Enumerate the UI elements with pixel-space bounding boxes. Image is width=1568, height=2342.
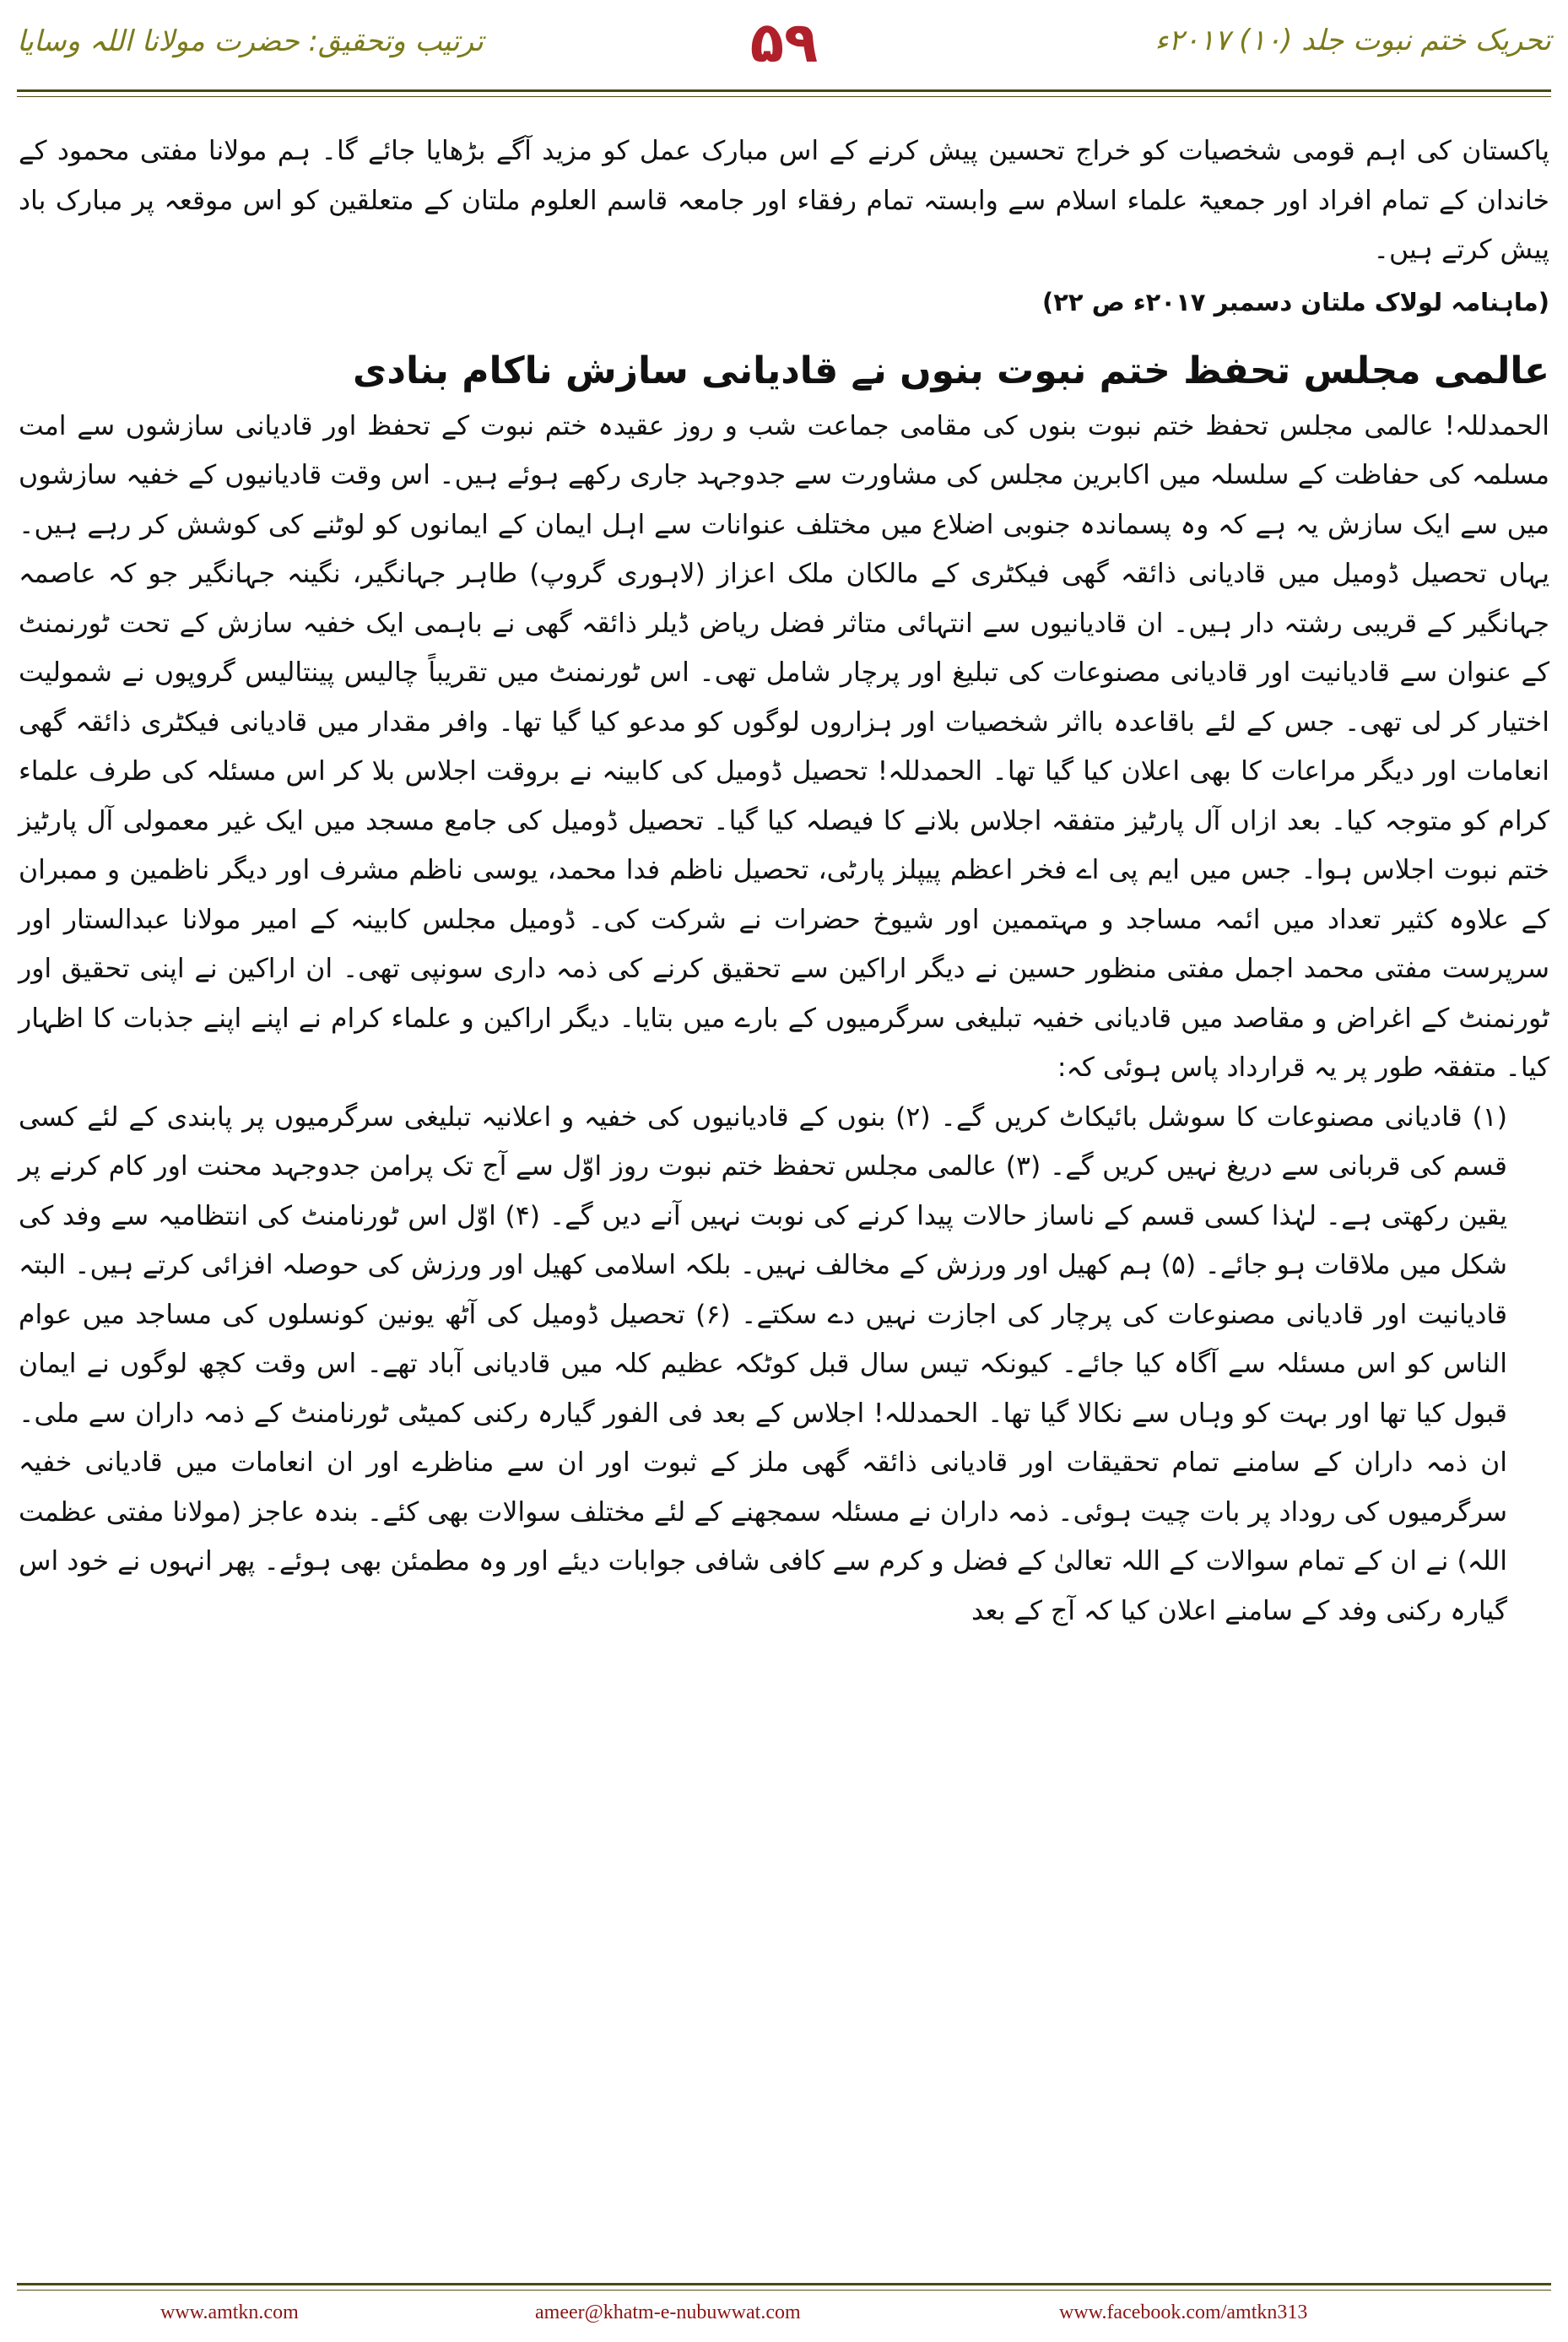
article-body <box>19 127 1549 1636</box>
resolutions-paragraph: (۱) قادیانی مصنوعات کا سوشل بائیکاٹ کریں گے۔ (۲) بنوں کے قادیانیوں کی خفیہ و اعلانیہ تبلیغی سرگرمیوں پر پابندی کے لئے کسی قسم کی قربانی سے دریغ نہیں کریں گے۔ (۳) عالمی مجلس تحفظ ختم نبوت روز اوّل سے آج تک پرامن جدوجہد محنت اور کام کرنے پر یقین رکھتی ہے۔ لہٰذا کسی قسم کے ناساز حالات پیدا کرنے کی نوبت نہیں آنے دیں گے۔ (۴) اوّل اس ٹورنامنٹ کی انتظامیہ سے وفد کی شکل میں ملاقات ہو جائے۔ (۵) ہم کھیل اور ورزش کے مخالف نہیں۔ بلکہ اسلامی کھیل اور ورزش کی حوصلہ افزائی کرتے ہیں۔ البتہ قادیانیت اور قادیانی مصنوعات کی پرچار کی اجازت نہیں دے سکتے۔ (۶) تحصیل ڈومیل کی آٹھ یونین کونسلوں کی مساجد میں عوام الناس کو اس مسئلہ سے آگاہ کیا جائے۔ کیونکہ تیس سال قبل کوٹکہ عظیم کلہ میں قادیانی آباد تھے۔ اس وقت کچھ لوگوں نے ایمان قبول کیا تھا اور بہت کو وہاں سے نکالا گیا تھا۔ الحمدللہ! اجلاس کے بعد فی الفور گیارہ رکنی کمیٹی ٹورنامنٹ کے ذمہ داران سے ملی۔ ان ذمہ داران کے سامنے تمام تحقیقات اور قادیانی ذائقہ گھی ملز کے ثبوت اور ان سے مناظرے اور ان انعامات میں قادیانی خفیہ سرگرمیوں کی روداد پر بات چیت ہوئی۔ ذمہ داران نے مسئلہ سمجھنے کے لئے مختلف سوالات بھی کئے۔ بندہ عاجز (مولانا مفتی عظمت اللہ) نے ان کے تمام سوالات کے اللہ تعالیٰ کے فضل و کرم سے کافی شافی جوابات دیئے اور وہ مطمئن بھی ہوئے۔ پھر انہوں نے خود اس گیارہ رکنی وفد کے سامنے اعلان کیا کہ آج کے بعد <box>19 1101 1507 1626</box>
page-footer <box>0 2283 1568 2342</box>
header-compiler-credit: ترتیب وتحقیق: حضرت مولانا اللہ وسایا <box>17 24 484 58</box>
page-header <box>0 0 1568 110</box>
header-divider-thin <box>17 96 1551 97</box>
website-link[interactable]: www.amtkn.com <box>160 2301 299 2323</box>
footer-divider <box>17 2283 1551 2285</box>
article-heading: عالمی مجلس تحفظ ختم نبوت بنوں نے قادیانی سازش ناکام بنادی <box>353 349 1549 392</box>
email-link[interactable]: ameer@khatm-e-nubuwwat.com <box>535 2301 801 2323</box>
footer-divider-thin <box>17 2290 1551 2291</box>
source-citation: (ماہنامہ لولاک ملتان دسمبر ۲۰۱۷ء ص ۲۲) <box>1041 287 1549 316</box>
header-divider <box>17 89 1551 92</box>
intro-paragraph: پاکستان کی اہم قومی شخصیات کو خراج تحسین پیش کرنے کے اس مبارک عمل کو مزید آگے بڑھایا جائے گا۔ ہم مولانا مفتی محمود کے خاندان کے تمام افراد اور جمعیۃ علماء اسلام سے وابستہ تمام رفقاء اور جامعہ قاسم العلوم ملتان کے متعلقین کو اس موقعہ پر مبارک باد پیش کرتے ہیں۔ <box>19 136 1549 265</box>
facebook-link[interactable]: www.facebook.com/amtkn313 <box>1059 2301 1308 2323</box>
page-number: ۵۹ <box>749 10 819 75</box>
header-book-title: تحریک ختم نبوت جلد (۱۰) ۲۰۱۷ء <box>1154 24 1551 57</box>
body-paragraph: الحمدللہ! عالمی مجلس تحفظ ختم نبوت بنوں کی مقامی جماعت شب و روز عقیدہ ختم نبوت کے تحفظ اور قادیانی سازشوں سے امت مسلمہ کی حفاظت کے سلسلہ میں اکابرین مجلس کی مشاورت سے جدوجہد جاری رکھے ہوئے ہیں۔ اس وقت قادیانیوں کے خفیہ سازشوں میں سے ایک سازش یہ ہے کہ وہ پسماندہ جنوبی اضلاع میں مختلف عنوانات سے اہل ایمان کے ایمانوں کو لوٹنے کی کوشش کر رہے ہیں۔ یہاں تحصیل ڈومیل میں قادیانی ذائقہ گھی فیکٹری کے مالکان ملک اعزاز (لاہوری گروپ) طاہر جہانگیر، نگینہ جہانگیر جو کہ عاصمہ جہانگیر کے قریبی رشتہ دار ہیں۔ ان قادیانیوں سے انتہائی متاثر فضل ریاض ڈیلر ذائقہ گھی نے باہمی ایک خفیہ سازش کے تحت ٹورنمنٹ کے عنوان سے قادیانیت اور قادیانی مصنوعات کی تبلیغ اور پرچار شامل تھی۔ اس ٹورنمنٹ میں تقریباً چالیس پینتالیس گروپوں نے شمولیت اختیار کر لی تھی۔ جس کے لئے باقاعدہ بااثر شخصیات اور ہزاروں لوگوں کو مدعو کیا گیا تھا۔ وافر مقدار میں قادیانی فیکٹری ذائقہ گھی انعامات اور دیگر مراعات کا بھی اعلان کیا گیا تھا۔ الحمدللہ! تحصیل ڈومیل کی کابینہ نے بروقت اجلاس بلا کر اس مسئلہ کی طرف علماء کرام کو متوجہ کیا۔ بعد ازاں آل پارٹیز متفقہ اجلاس بلانے کا فیصلہ کیا گیا۔ تحصیل ڈومیل کی جامع مسجد میں ایک غیر معمولی آل پارٹیز ختم نبوت اجلاس ہوا۔ جس میں ایم پی اے فخر اعظم پیپلز پارٹی، تحصیل ناظم فدا محمد، یوسی ناظم مشرف اور دیگر ناظمین و ممبران کے علاوہ کثیر تعداد میں ائمہ مساجد و مہتممین اور شیوخ حضرات نے شرکت کی۔ ڈومیل مجلس کابینہ کے امیر مولانا عبدالستار اور سرپرست مفتی محمد اجمل مفتی منظور حسین نے دیگر اراکین سے تحقیق کرنے کی ذمہ داری سونپی تھی۔ ان اراکین نے اپنی تحقیق اور ٹورنمنٹ کے اغراض و مقاصد میں قادیانی خفیہ تبلیغی سرگرمیوں کے بارے میں بتایا۔ دیگر اراکین و علماء کرام نے اپنے اپنے جذبات کا اظہار کیا۔ متفقہ طور پر یہ قرارداد پاس ہوئی کہ: <box>19 410 1549 1083</box>
